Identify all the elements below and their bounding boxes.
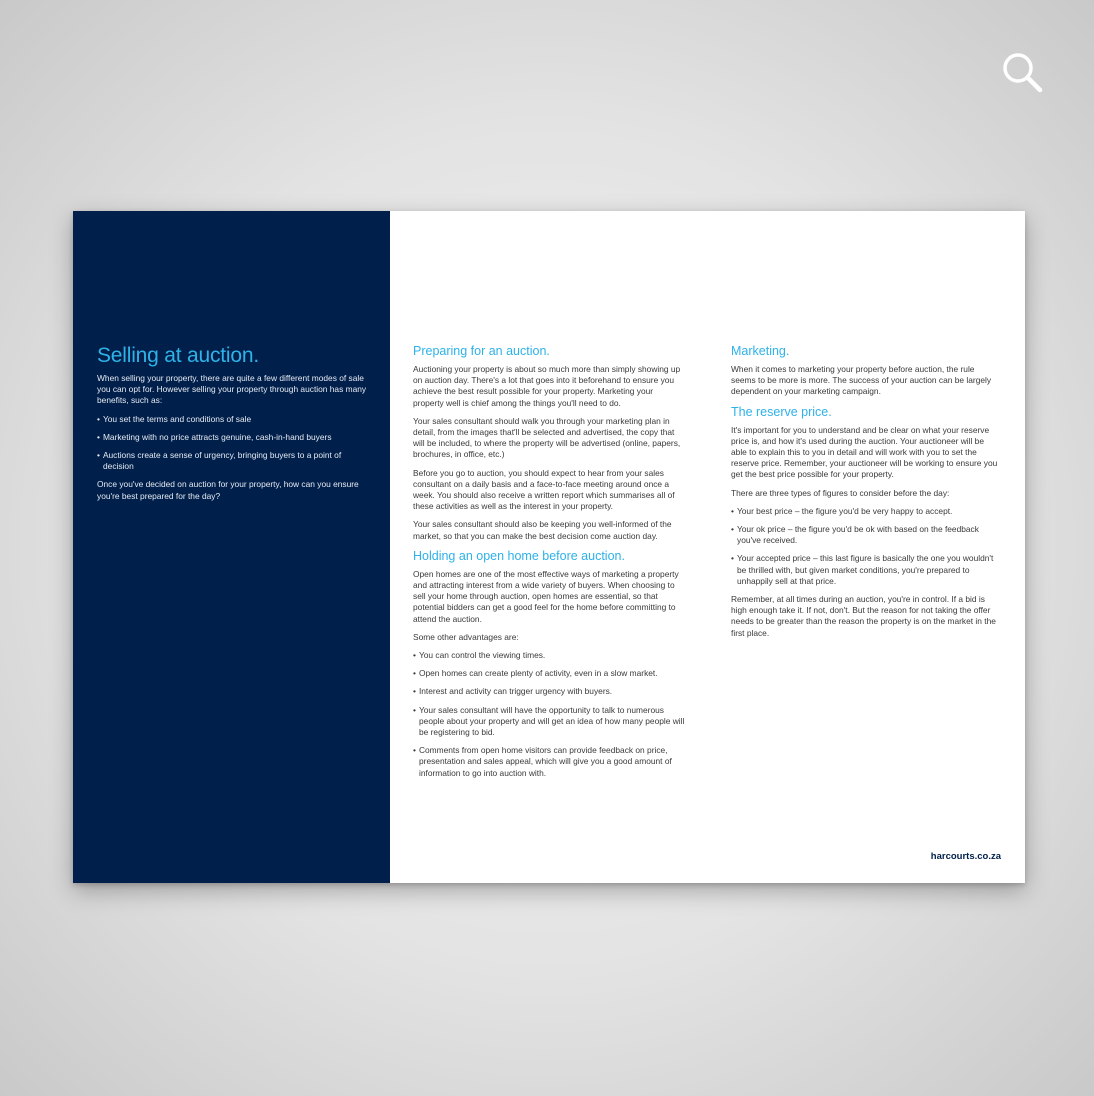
benefits-list xyxy=(97,414,368,473)
list-item: • Your sales consultant will have the opportunity to talk to numerous people about your property and will get an idea of how many people will be registering to bid. xyxy=(413,705,685,739)
brochure-spread xyxy=(73,211,1025,883)
figures-list xyxy=(731,506,999,587)
list-item: • Interest and activity can trigger urgency with buyers. xyxy=(413,686,685,697)
paragraph: Open homes are one of the most effective ways of marketing a property and attracting interest from a wide variety of buyers. When choosing to sell your home through auction, open homes are essential, so that potential bidders can get a good feel for the home before committing to attend the auction. xyxy=(413,568,679,624)
closing-paragraph: Once you've decided on auction for your property, how can you ensure you're best prepared for the day? xyxy=(97,479,359,501)
section-heading-open-home: Holding an open home before auction. xyxy=(413,548,625,563)
list-item: • Your accepted price – this last figure is basically the one you wouldn't be thrilled with, but given market conditions, you're prepared to unhappily sell at that price. xyxy=(731,553,999,587)
list-item: • You can control the viewing times. xyxy=(413,650,685,661)
zoom-button[interactable] xyxy=(998,48,1046,96)
list-item: • Your ok price – the figure you'd be ok with based on the feedback you've received. xyxy=(731,524,999,546)
paragraph: When it comes to marketing your property before auction, the rule seems to be more is more. The success of your auction can be largely dependent on your marketing campaign. xyxy=(731,364,992,397)
paragraph: Before you go to auction, you should expect to hear from your sales consultant on a daily basis and a face-to-face meeting around once a week. You should also receive a written report which summarises all of these activities as well as the interest in your property. xyxy=(413,467,675,512)
section-heading-preparing: Preparing for an auction. xyxy=(413,344,550,358)
list-item: • Marketing with no price attracts genuine, cash-in-hand buyers xyxy=(97,432,368,443)
paragraph: Your sales consultant should also be keeping you well-informed of the market, so that you can make the best decision come auction day. xyxy=(413,519,672,541)
list-item: • Auctions create a sense of urgency, bringing buyers to a point of decision xyxy=(97,450,368,472)
paragraph: There are three types of figures to consider before the day: xyxy=(731,487,950,498)
intro-paragraph: When selling your property, there are quite a few different modes of sale you can opt for. However selling your property through auction has many benefits, such as: xyxy=(97,373,367,406)
list-item: • Open homes can create plenty of activity, even in a slow market. xyxy=(413,668,685,679)
white-panel xyxy=(390,211,1025,883)
paragraph: It's important for you to understand and be clear on what your reserve price is, and how it's used during the auction. Your auctioneer will be able to explain this to you in detail and will work with you to set the reserve price. Remember, your auctioneer will be working to ensure you get the best price possible for your property. xyxy=(731,424,998,480)
list-item: • Comments from open home visitors can provide feedback on price, presentation and sales appeal, which will give you a good amount of information to go into auction with. xyxy=(413,745,685,779)
section-heading-marketing: Marketing. xyxy=(731,344,790,358)
paragraph: Your sales consultant should walk you through your marketing plan in detail, from the images that'll be selected and advertised, the copy that will be included, to where the property will be advertised (online, papers, brochures, in office, etc.) xyxy=(413,415,681,460)
paragraph: Some other advantages are: xyxy=(413,631,519,642)
middle-column xyxy=(413,344,685,786)
page-title: Selling at auction. xyxy=(97,344,259,367)
website-url: harcourts.co.za xyxy=(930,851,1001,862)
list-item: • Your best price – the figure you'd be very happy to accept. xyxy=(731,506,999,517)
list-item: • You set the terms and conditions of sale xyxy=(97,414,368,425)
paragraph: Auctioning your property is about so much more than simply showing up on auction day. There's a lot that goes into it beforehand to ensure you achieve the best result possible for your property. Marketing your property well is chief among the things you'll need to do. xyxy=(413,364,681,408)
paragraph: Remember, at all times during an auction, you're in control. If a bid is high enough take it. If not, don't. But the reason for not taking the offer needs to be greater than the reason the property is on the market in the first place. xyxy=(731,594,996,638)
magnifier-icon xyxy=(998,48,1046,96)
section-heading-reserve-price: The reserve price. xyxy=(731,404,832,419)
advantages-list xyxy=(413,650,685,779)
right-column xyxy=(731,344,999,646)
navy-panel xyxy=(73,211,390,883)
